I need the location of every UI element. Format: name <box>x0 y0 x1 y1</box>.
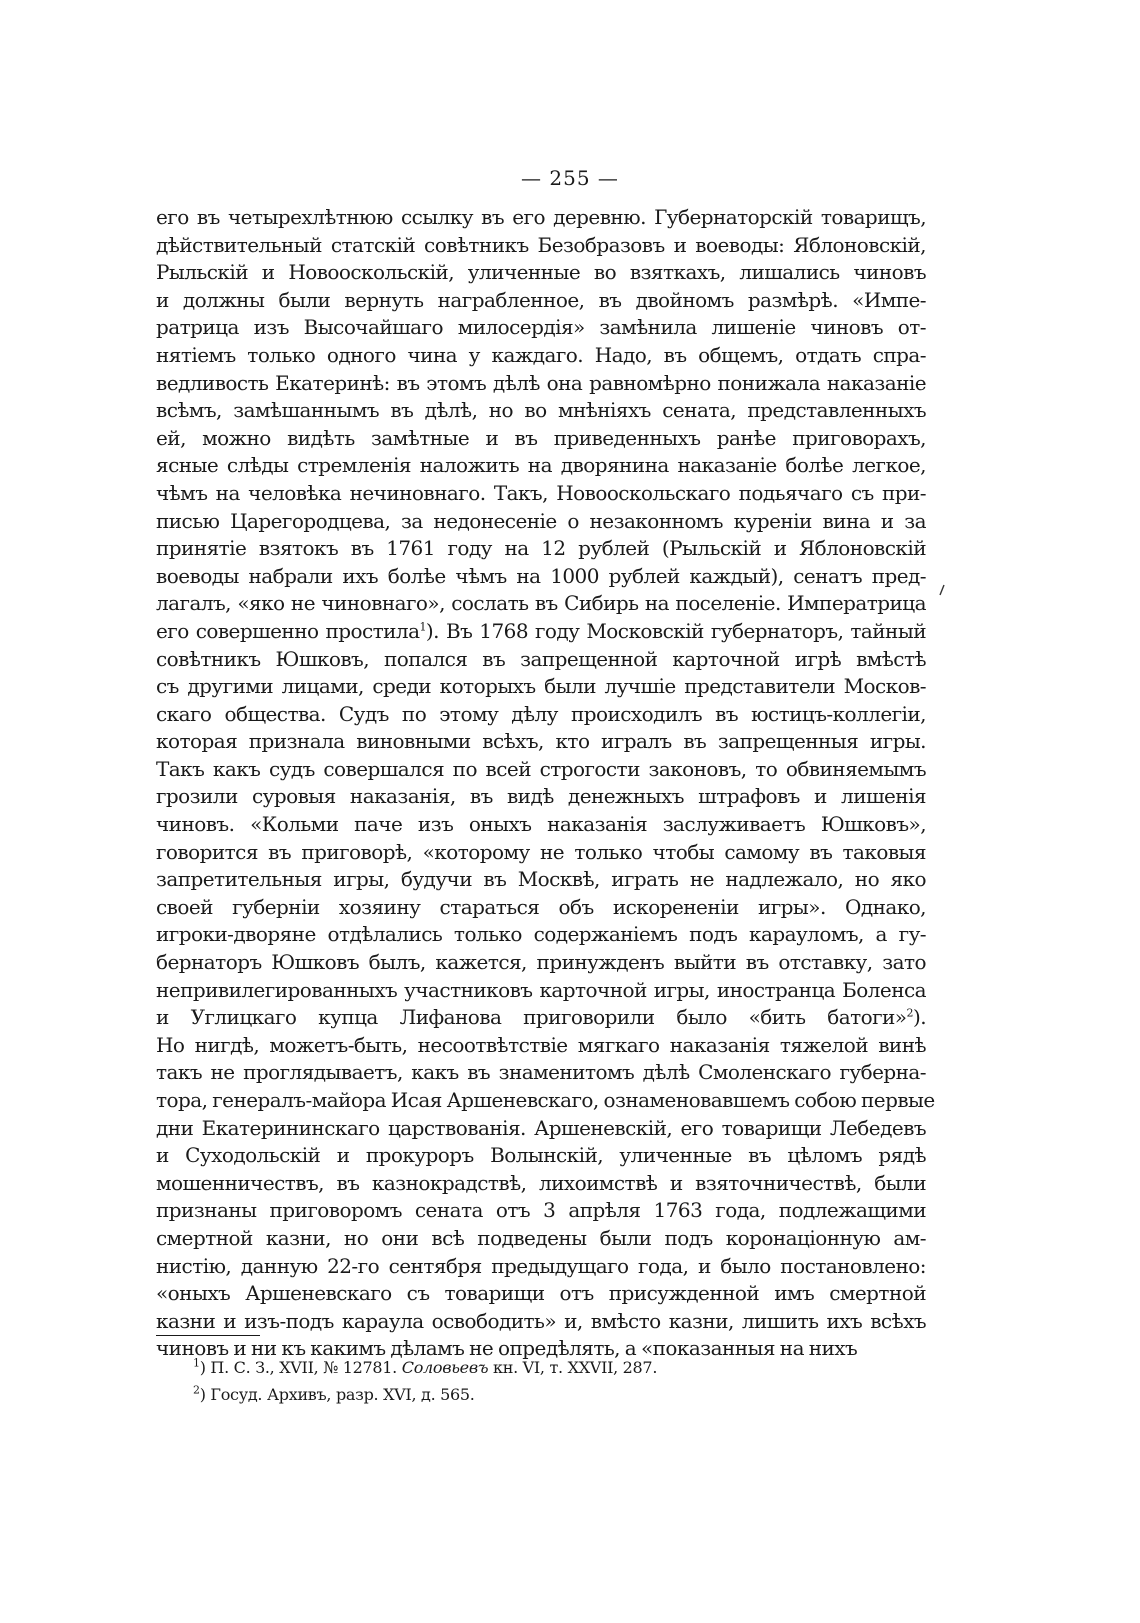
text-line: непривилегированныхъ участниковъ карточной игры, иностранца Боленса <box>156 977 926 1002</box>
text-line: принятіе взятокъ въ 1761 году на 12 рублей (Рыльскій и Яблоновскій <box>156 536 926 561</box>
footnote-2 <box>193 1381 893 1408</box>
text-line: воеводы набрали ихъ болѣе чѣмъ на 1000 рублей каждый), сенатъ пред- <box>156 563 926 588</box>
text-line: такъ не проглядываетъ, какъ въ знаменитомъ дѣлѣ Смоленскаго губерна- <box>156 1060 926 1085</box>
text-segment: его совершенно простила <box>156 618 420 643</box>
text-line: мошенничествъ, въ казнокрадствѣ, лихоимствѣ и взяточничествѣ, были <box>156 1170 926 1195</box>
page-number: — 255 — <box>521 166 619 190</box>
text-line: нистію, данную 22-го сентября предыдущаго года, и было постановлено: <box>156 1253 926 1278</box>
text-line: Но нигдѣ, можетъ-быть, несоотвѣтствіе мягкаго наказанія тяжелой винѣ <box>156 1032 926 1057</box>
text-segment: ). Въ 1768 году Московскій губернаторъ, тайный <box>425 618 926 643</box>
text-line: признаны приговоромъ сената отъ 3 апрѣля 1763 года, подлежащими <box>156 1198 926 1223</box>
text-line: ясные слѣды стремленія наложить на дворянина наказаніе болѣе легкое, <box>156 453 926 478</box>
text-line: и Суходольскій и прокуроръ Волынскій, уличенные въ цѣломъ рядѣ <box>156 1143 926 1168</box>
text-line: всѣмъ, замѣшаннымъ въ дѣлѣ, но во мнѣніяхъ сената, представленныхъ <box>156 398 926 423</box>
footnote-ref: 1 <box>419 620 426 634</box>
text-line: чиновъ. «Кольми паче изъ оныхъ наказанія заслуживаетъ Юшковъ», <box>156 812 926 837</box>
text-line: «оныхъ Аршеневскаго съ товарищи отъ присужденной имъ смертной <box>156 1281 926 1306</box>
text-line: нятіемъ только одного чина у каждаго. Надо, въ общемъ, отдать спра- <box>156 342 926 367</box>
text-line-with-footnote-ref <box>156 1004 926 1032</box>
text-line: чѣмъ на человѣка нечиновнаго. Такъ, Новооскольскаго подьячаго съ при- <box>156 480 926 505</box>
footnote-mark: 2 <box>193 1383 200 1397</box>
text-line: ратрица изъ Высочайшаго милосердія» замѣнила лишеніе чиновъ от- <box>156 315 926 340</box>
text-line: ей, можно видѣть замѣтные и въ приведенныхъ ранѣе приговорахъ, <box>156 425 926 450</box>
footnotes <box>193 1354 893 1408</box>
stray-ink-mark <box>938 584 946 596</box>
body-text <box>156 204 935 1363</box>
footnote-ref: 2 <box>906 1006 913 1020</box>
text-line: говорится въ приговорѣ, «которому не только чтобы самому въ таковыя <box>156 839 926 864</box>
text-line: грозили суровыя наказанія, въ видѣ денежныхъ штрафовъ и лишенія <box>156 784 926 809</box>
text-line: съ другими лицами, среди которыхъ были лучшіе представители Москов- <box>156 674 926 699</box>
text-line: своей губерніи хозяину стараться объ искорененіи игры». Однако, <box>156 894 926 919</box>
footnote-mark: 1 <box>193 1356 200 1370</box>
text-segment: ). <box>912 1005 926 1030</box>
text-line: казни и изъ-подъ караула освободить» и, вмѣсто казни, лишить ихъ всѣхъ <box>156 1308 926 1333</box>
footnote-text: кн. VI, т. XXVII, 287. <box>488 1358 658 1377</box>
text-line: совѣтникъ Юшковъ, попался въ запрещенной карточной игрѣ вмѣстѣ <box>156 646 926 671</box>
text-line: скаго общества. Судъ по этому дѣлу происходилъ въ юстицъ-коллегіи, <box>156 701 926 726</box>
text-line: запретительныя игры, будучи въ Москвѣ, играть не надлежало, но яко <box>156 867 926 892</box>
text-line: которая признала виновными всѣхъ, кто игралъ въ запрещенныя игры. <box>156 729 926 754</box>
text-line-with-footnote-ref <box>156 618 926 646</box>
text-line: дѣйствительный статскій совѣтникъ Безобразовъ и воеводы: Яблоновскій, <box>156 232 926 257</box>
text-line: лагалъ, «яко не чиновнаго», сослать въ Сибирь на поселеніе. Императрица <box>156 591 926 616</box>
text-line: смертной казни, но они всѣ подведены были подъ коронаціонную ам- <box>156 1225 926 1250</box>
text-line: писью Царегородцева, за недонесеніе о незаконномъ куреніи вина и за <box>156 508 926 533</box>
footnote-text: ) П. С. З., XVII, № 12781. <box>199 1358 402 1377</box>
text-line: Рыльскій и Новооскольскій, уличенные во взяткахъ, лишались чиновъ <box>156 260 926 285</box>
text-line: бернаторъ Юшковъ былъ, кажется, принужденъ выйти въ отставку, зато <box>156 950 926 975</box>
footnote-author: Соловьевъ <box>401 1358 489 1377</box>
text-line: Такъ какъ судъ совершался по всей строгости законовъ, то обвиняемымъ <box>156 756 926 781</box>
text-line: дни Екатерининскаго царствованія. Аршеневскій, его товарищи Лебедевъ <box>156 1115 926 1140</box>
text-line: чиновъ и ни къ какимъ дѣламъ не опредѣлять, а «показанныя на нихъ <box>156 1336 858 1361</box>
text-line: и должны были вернуть награбленное, въ двойномъ размѣрѣ. «Импе- <box>156 287 926 312</box>
text-line: его въ четырехлѣтнюю ссылку въ его деревню. Губернаторскій товарищъ, <box>156 205 926 229</box>
footnote-1 <box>193 1354 893 1381</box>
text-line: игроки-дворяне отдѣлались только содержаніемъ подъ карауломъ, а гу- <box>156 922 926 947</box>
text-segment: и Углицкаго купца Лифанова приговорили было «бить батоги» <box>156 1005 907 1030</box>
footnote-separator <box>156 1335 260 1336</box>
text-line: ведливость Екатеринѣ: въ этомъ дѣлѣ она равномѣрно понижала наказаніе <box>156 370 926 395</box>
footnote-text: ) Госуд. Архивъ, разр. XVI, д. 565. <box>199 1385 475 1404</box>
text-line: тора, генералъ-майора Исая Аршеневскаго, ознаменовавшемъ собою первые <box>156 1088 935 1112</box>
